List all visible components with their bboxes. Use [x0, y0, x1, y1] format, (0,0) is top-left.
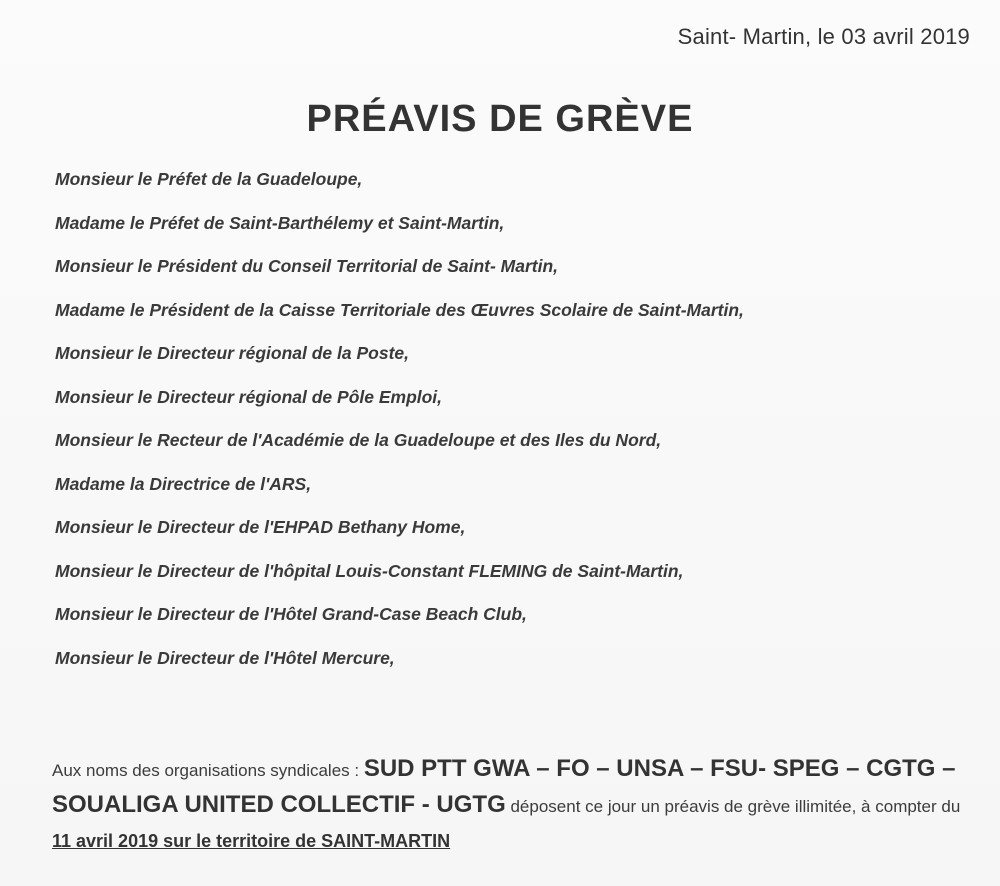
recipient-line: Monsieur le Directeur de l'Hôtel Grand-Case Beach Club,: [55, 604, 527, 624]
recipient-line: Monsieur le Directeur de l'Hôtel Mercure,: [55, 647, 395, 668]
recipient-line: Monsieur le Directeur régional de Pôle Emploi,: [55, 386, 443, 407]
intro-text: Aux noms des organisations syndicales :: [52, 761, 364, 780]
recipient-list: [55, 164, 744, 686]
recipient-line: Monsieur le Directeur de l'hôpital Louis-Constant FLEMING de Saint-Martin,: [55, 560, 684, 581]
effective-date: 11 avril 2019 sur le territoire de SAINT-MARTIN: [52, 831, 451, 851]
recipient-line: Monsieur le Président du Conseil Territorial de Saint- Martin,: [55, 256, 559, 276]
page-title: PRÉAVIS DE GRÈVE: [306, 98, 694, 140]
recipient-line: Madame le Préfet de Saint-Barthélemy et Saint-Martin,: [55, 212, 505, 233]
notice-text: déposent ce jour un préavis de grève illimitée, à compter du: [505, 797, 961, 816]
date-line: Saint- Martin, le 03 avril 2019: [677, 24, 970, 49]
recipient-line: Madame la Directrice de l'ARS,: [55, 473, 312, 494]
recipient-line: Monsieur le Recteur de l'Académie de la Guadeloupe et des Iles du Nord,: [55, 430, 662, 450]
recipient-line: Monsieur le Préfet de la Guadeloupe,: [55, 169, 363, 189]
unions-list: SUD PTT GWA – FO – UNSA – FSU- SPEG – CGTG – SOUALIGA UNITED COLLECTIF - UGTG: [52, 755, 956, 818]
recipient-line: Madame le Président de la Caisse Territoriale des Œuvres Scolaire de Saint-Martin,: [55, 299, 744, 320]
recipient-line: Monsieur le Directeur de l'EHPAD Bethany Home,: [55, 517, 466, 537]
strike-notice-paragraph: [52, 752, 977, 859]
recipient-line: Monsieur le Directeur régional de la Poste,: [55, 343, 409, 363]
